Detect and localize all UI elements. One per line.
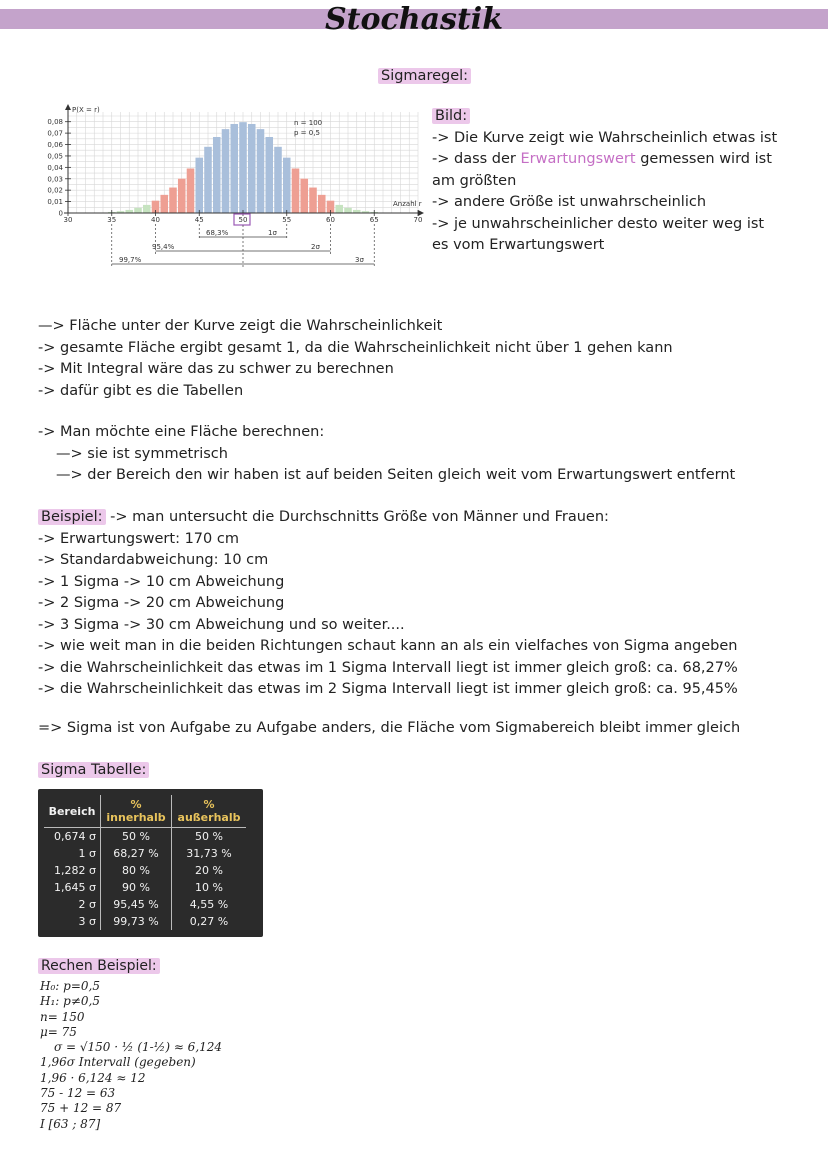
calc-line: 75 + 12 = 87 — [40, 1101, 122, 1116]
chart-bar — [344, 208, 352, 213]
example-line-3: -> 1 Sigma -> 10 cm Abweichung — [38, 573, 285, 590]
bild-section — [432, 106, 782, 257]
chart-bar — [335, 205, 343, 213]
conclusion: => Sigma ist von Aufgabe zu Aufgabe anders, die Fläche vom Sigmabereich bleibt immer gleich — [38, 720, 741, 736]
cell-innerhalb: 90 % — [101, 879, 172, 896]
cell-bereich: 1,282 σ — [44, 862, 101, 879]
paragraph-2 — [38, 422, 735, 487]
x-tick-label: 65 — [369, 216, 379, 224]
bild-line-1: -> Die Kurve zeigt wie Wahrscheinlich etwas ist — [432, 129, 778, 146]
calc-line: 1,96 · 6,124 ≈ 12 — [40, 1070, 146, 1085]
y-tick-label: 0 — [58, 209, 63, 218]
chart-bar — [248, 124, 256, 213]
cell-bereich: 0,674 σ — [44, 828, 101, 846]
col-header-ausserhalb: % außerhalb — [172, 795, 247, 828]
example-line-5: -> 3 Sigma -> 30 cm Abweichung und so weiter.... — [38, 616, 405, 633]
calc-line: 75 - 12 = 63 — [40, 1086, 116, 1101]
x-tick-label: 60 — [326, 216, 335, 224]
x-tick-label: 55 — [282, 216, 292, 224]
table-row — [44, 862, 246, 879]
x-tick-label: 30 — [63, 216, 73, 224]
x-axis-label: Anzahl r — [393, 200, 422, 208]
cell-bereich: 2 σ — [44, 896, 101, 913]
binomial-chart — [38, 102, 428, 277]
page-title: Stochastik — [325, 2, 503, 37]
table-heading — [38, 762, 149, 778]
chart-bar — [178, 179, 186, 213]
cell-innerhalb: 80 % — [101, 862, 172, 879]
x-tick-label: 40 — [151, 216, 160, 224]
sigma-annotations — [112, 224, 375, 268]
table-row — [44, 879, 246, 896]
cell-innerhalb: 95,45 % — [101, 896, 172, 913]
chart-bar — [230, 124, 238, 213]
calc-heading-text: Rechen Beispiel: — [38, 958, 160, 974]
bild-label-text: Bild: — [432, 108, 470, 124]
y-tick-label: 0,04 — [47, 163, 63, 172]
calc-line: μ= 75 — [40, 1024, 77, 1039]
p1-line-1: —> Fläche unter der Kurve zeigt die Wahrscheinlichkeit — [38, 318, 443, 334]
y-tick-label: 0,02 — [47, 186, 63, 195]
table-heading-text: Sigma Tabelle: — [38, 762, 149, 778]
example-line-1: -> Erwartungswert: 170 cm — [38, 530, 239, 547]
legend-p: p = 0,5 — [294, 129, 320, 137]
annot-3sigma-pct: 99,7% — [119, 256, 142, 264]
sigmaregel-heading — [378, 68, 471, 84]
cell-innerhalb: 50 % — [101, 828, 172, 846]
cell-innerhalb: 68,27 % — [101, 845, 172, 862]
chart-bar — [160, 195, 168, 213]
cell-bereich: 1 σ — [44, 845, 101, 862]
x-tick-label: 50 — [238, 216, 248, 224]
y-tick-label: 0,05 — [47, 152, 63, 161]
chart-bar — [292, 168, 300, 213]
example-line-7: -> die Wahrscheinlichkeit das etwas im 1 Sigma Intervall liegt ist immer gleich groß: ca. 68,27% — [38, 659, 738, 676]
col-header-bereich: Bereich — [44, 795, 101, 828]
y-axis-arrow-icon — [65, 104, 71, 110]
chart-bar — [300, 179, 308, 213]
example-section — [38, 507, 738, 701]
legend-n: n = 100 — [294, 119, 323, 127]
example-line-2: -> Standardabweichung: 10 cm — [38, 552, 269, 568]
example-first: -> man untersucht die Durchschnitts Größe von Männer und Frauen: — [105, 509, 609, 525]
calc-line: H₁: p≠0,5 — [40, 994, 100, 1009]
annot-2sigma: 2σ — [311, 243, 320, 251]
example-line-0 — [38, 507, 738, 529]
example-label: Beispiel: — [38, 509, 106, 525]
p1-line-4: -> dafür gibt es die Tabellen — [38, 382, 244, 399]
y-axis-label: P(X = r) — [72, 106, 100, 114]
cell-bereich: 1,645 σ — [44, 879, 101, 896]
y-tick-label: 0,03 — [47, 175, 63, 184]
table-row — [44, 845, 246, 862]
chart-bar — [134, 208, 142, 213]
bild-line-2-accent: Erwartungswert — [520, 151, 636, 167]
calc-line: H₀: p=0,5 — [40, 979, 100, 993]
chart-bar — [309, 188, 317, 213]
chart-bar — [204, 147, 212, 213]
chart-bar — [222, 129, 230, 213]
y-tick-label: 0,07 — [47, 129, 63, 138]
col-header-innerhalb: % innerhalb — [101, 795, 172, 828]
table-row — [44, 913, 246, 930]
calc-line: 1,96σ Intervall (gegeben) — [40, 1055, 196, 1070]
cell-bereich: 3 σ — [44, 913, 101, 930]
annot-3sigma: 3σ — [355, 256, 364, 264]
calc-line: I [63 ; 87] — [40, 1116, 101, 1131]
x-tick-label: 45 — [194, 216, 204, 224]
bild-line-2 — [432, 149, 782, 192]
bild-label — [432, 106, 782, 128]
cell-ausserhalb: 0,27 % — [189, 915, 229, 928]
example-line-6: -> wie weit man in die beiden Richtungen schaut kann an als ein vielfaches von Sigma angeben — [38, 638, 738, 654]
calc-section — [40, 979, 222, 1132]
p2-line-1: -> Man möchte eine Fläche berechnen: — [38, 424, 325, 440]
bild-line-4: -> je unwahrscheinlicher desto weiter weg ist es vom Erwartungswert — [432, 215, 765, 253]
chart-bar — [274, 147, 282, 213]
sigmaregel-heading-text: Sigmaregel: — [378, 68, 471, 84]
chart-bar — [318, 195, 326, 213]
annot-1sigma: 1σ — [268, 229, 277, 237]
annot-2sigma-pct: 95,4% — [152, 243, 175, 251]
sigma-table — [38, 789, 263, 937]
p2-line-2: —> sie ist symmetrisch — [56, 445, 228, 462]
chart-bar — [283, 158, 291, 213]
x-tick-label: 35 — [107, 216, 117, 224]
calc-heading — [38, 958, 160, 974]
chart-bar — [195, 158, 203, 213]
chart-bar — [187, 168, 195, 213]
cell-innerhalb: 99,73 % — [101, 913, 172, 930]
bild-line-3: -> andere Größe ist unwahrscheinlich — [432, 194, 707, 210]
sigma-table-grid — [44, 795, 246, 930]
cell-ausserhalb: 31,73 % — [186, 847, 232, 860]
chart-bar — [257, 129, 265, 213]
cell-ausserhalb: 4,55 % — [189, 898, 229, 911]
example-line-8: -> die Wahrscheinlichkeit das etwas im 2 Sigma Intervall liegt ist immer gleich groß: ca. 95,45% — [38, 681, 738, 697]
cell-ausserhalb: 20 % — [195, 864, 223, 877]
p1-line-3: -> Mit Integral wäre das zu schwer zu berechnen — [38, 361, 394, 377]
chart-bar — [169, 188, 177, 213]
calc-line: σ = √150 · ½ (1-½) ≈ 6,124 — [54, 1040, 223, 1055]
table-row — [44, 896, 246, 913]
chart-bar — [239, 122, 247, 213]
annot-1sigma-pct: 68,3% — [206, 229, 229, 237]
paragraph-1 — [38, 316, 673, 402]
chart-bar — [213, 137, 221, 213]
table-row — [44, 828, 246, 846]
y-tick-label: 0,06 — [47, 141, 63, 150]
p2-line-3: —> der Bereich den wir haben ist auf beiden Seiten gleich weit vom Erwartungswert entfernt — [56, 467, 736, 483]
cell-ausserhalb: 10 % — [195, 881, 223, 894]
bild-line-2-pre: -> dass der — [432, 151, 521, 167]
chart-bar — [143, 205, 151, 213]
bild-line-2-post: gemessen wird ist am größten — [432, 151, 772, 189]
calc-line: n= 150 — [40, 1009, 85, 1024]
chart-bar — [265, 137, 273, 213]
y-tick-label: 0,01 — [47, 198, 63, 207]
cell-ausserhalb: 50 % — [195, 830, 223, 843]
table-header-row — [44, 795, 246, 828]
example-line-4: -> 2 Sigma -> 20 cm Abweichung — [38, 595, 285, 611]
p1-line-2: -> gesamte Fläche ergibt gesamt 1, da die Wahrscheinlichkeit nicht über 1 gehen kann — [38, 339, 673, 356]
y-tick-label: 0,08 — [47, 118, 63, 127]
x-tick-label: 70 — [413, 216, 423, 224]
